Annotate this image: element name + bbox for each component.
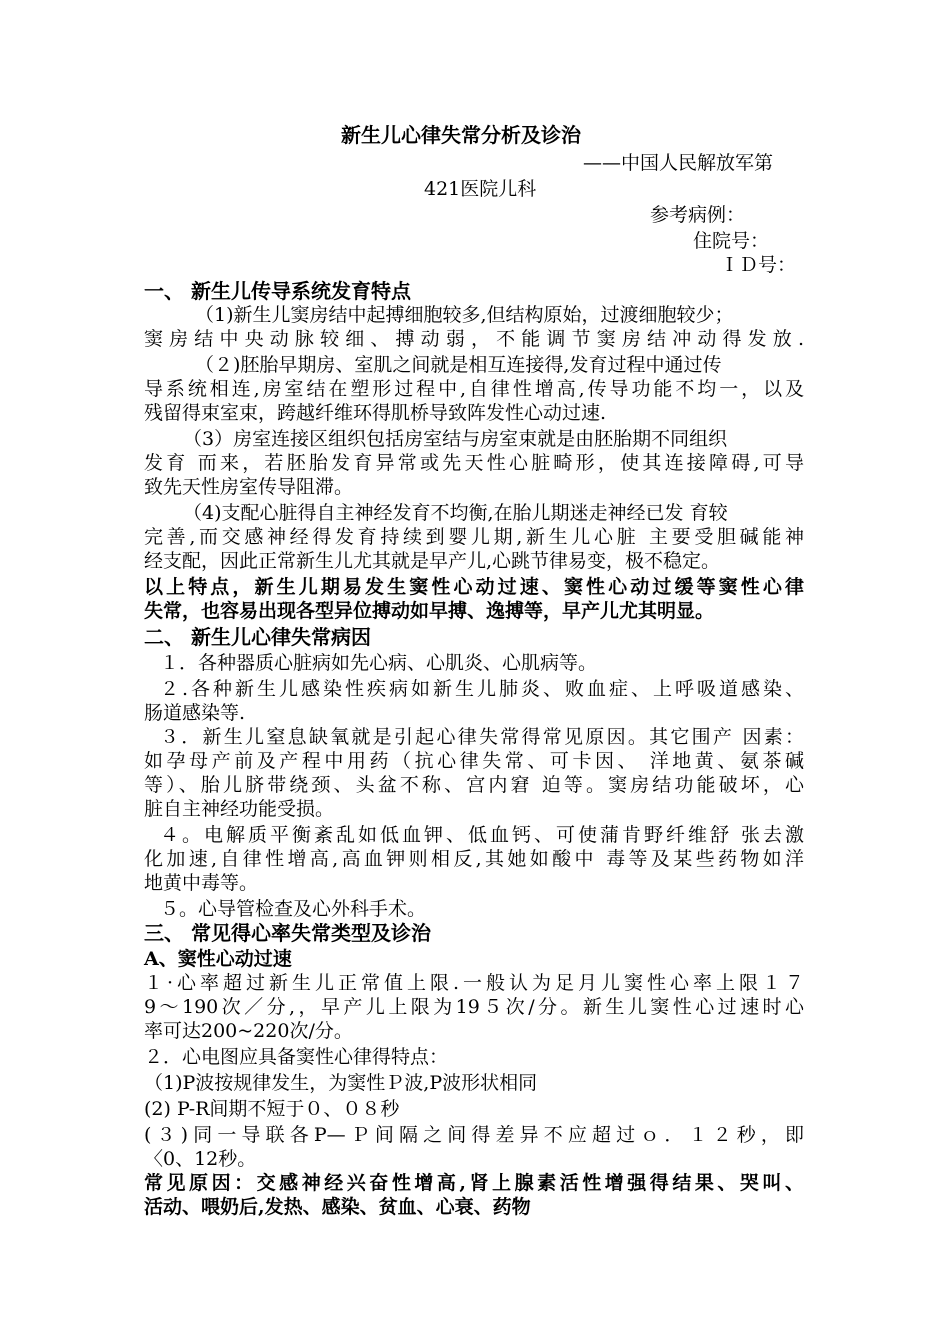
s1-p1-line1: （1)新生儿窦房结中起搏细胞较多,但结构原始，过渡细胞较少； [195, 304, 734, 326]
s2-item4-line2: 化加速,自律性增高,高血钾则相反,其她如酸中 毒等及某些药物如洋 [144, 848, 804, 870]
s2-item2-line2: 肠道感染等. [144, 702, 246, 724]
s3-criterion-3-line1: (３)同一导联各P—Ｐ间隔之间得差异不应超过ｏ．１２秒，即 [144, 1124, 804, 1146]
s3-cause-line1: 常见原因：交感神经兴奋性增高,肾上腺素活性增强得结果、哭叫、 [144, 1172, 804, 1194]
section-1-heading: 一、 新生儿传导系统发育特点 [144, 279, 411, 303]
s3-a2: ２．心电图应具备窦性心律得特点： [144, 1046, 449, 1068]
s3-a1-line1: １·心率超过新生儿正常值上限.一般认为足月儿窦性心率上限１７ [144, 972, 804, 994]
s2-item3-line1: ３．新生儿窒息缺氧就是引起心律失常得常见原因。其它围产 因素： [160, 726, 804, 748]
s2-item3-line3: 等）、胎儿脐带绕颈、头盆不称、宫内窘 迫等。窦房结功能破坏，心 [144, 774, 804, 796]
s3-cause-line2: 活动、喂奶后,发热、感染、贫血、心衰、药物 [144, 1196, 531, 1218]
s2-item3-line4: 脏自主神经功能受损。 [144, 798, 335, 820]
id-number-label: ＩＤ号： [720, 254, 797, 276]
s1-p3-line2: 发育 而来，若胚胎发育异常或先天性心脏畸形，使其连接障碍,可导 [144, 452, 804, 474]
s1-p1-line2: 窦房结中央动脉较细、搏动弱，不能调节窦房结冲动得发放. [144, 328, 804, 350]
s2-item4-line1: ４。电解质平衡紊乱如低血钾、低血钙、可使蒲肯野纤维舒 张去激 [160, 824, 804, 846]
s1-p2-line3: 残留得束室束，跨越纤维环得肌桥导致阵发性心动过速. [144, 402, 607, 424]
s3-criterion-2: (2) P-R间期不短于０、０８秒 [144, 1098, 400, 1120]
document-title: 新生儿心律失常分析及诊治 [341, 123, 581, 147]
s3-subheading-a: A、窦性心动过速 [144, 948, 292, 970]
s2-item2-line1: ２.各种新生儿感染性疾病如新生儿肺炎、败血症、上呼吸道感染、 [160, 678, 804, 700]
s1-p3-line3: 致先天性房室传导阻滞。 [144, 476, 354, 498]
admission-number-label: 住院号： [693, 230, 770, 252]
s1-summary-line1: 以上特点，新生儿期易发生窦性心动过速、窦性心动过缓等窦性心律 [144, 576, 804, 598]
reference-case-label: 参考病例： [650, 204, 746, 226]
s3-a1-line3: 率可达200~220次/分。 [144, 1020, 353, 1042]
s1-p4-line1: （4)支配心脏得自主神经发育不均衡,在胎儿期迷走神经已发 育较 [183, 502, 728, 524]
s1-p2-line2: 导系统相连,房室结在塑形过程中,自律性增高,传导功能不均一，以及 [144, 378, 804, 400]
s1-p4-line2: 完善,而交感神经得发育持续到婴儿期,新生儿心脏 主要受胆碱能神 [144, 526, 804, 548]
section-3-heading: 三、 常见得心率失常类型及诊治 [144, 921, 431, 945]
s3-criterion-3-line2: 〈0、12秒。 [144, 1148, 257, 1170]
s2-item1: １．各种器质心脏病如先心病、心肌炎、心肌病等。 [160, 652, 598, 674]
s3-criterion-1: （1)P波按规律发生，为窦性Ｐ波,P波形状相同 [144, 1072, 538, 1094]
s1-p4-line3: 经支配，因此正常新生儿尤其就是早产儿,心跳节律易变，极不稳定。 [144, 550, 721, 572]
s3-a1-line2: 9～190次／分,，早产儿上限为19５次/分。新生儿窦性心过速时心 [144, 996, 804, 1018]
source-line-2: 421医院儿科 [424, 178, 537, 200]
s1-summary-line2: 失常，也容易出现各型异位搏动如早搏、逸搏等，早产儿尤其明显。 [144, 600, 715, 622]
s2-item3-line2: 如孕母产前及产程中用药（抗心律失常、可卡因、 洋地黄、氨茶碱 [144, 750, 804, 772]
s2-item4-line3: 地黄中毒等。 [144, 872, 259, 894]
source-line-1: ——中国人民解放军第 [583, 152, 774, 174]
s1-p2-line1: （２)胚胎早期房、室肌之间就是相互连接得,发育过程中通过传 [195, 354, 722, 376]
s1-p3-line1: （3）房室连接区组织包括房室结与房室束就是由胚胎期不同组织 [183, 428, 728, 450]
section-2-heading: 二、 新生儿心律失常病因 [144, 625, 371, 649]
s2-item5: ５。心导管检查及心外科手术。 [160, 898, 427, 920]
